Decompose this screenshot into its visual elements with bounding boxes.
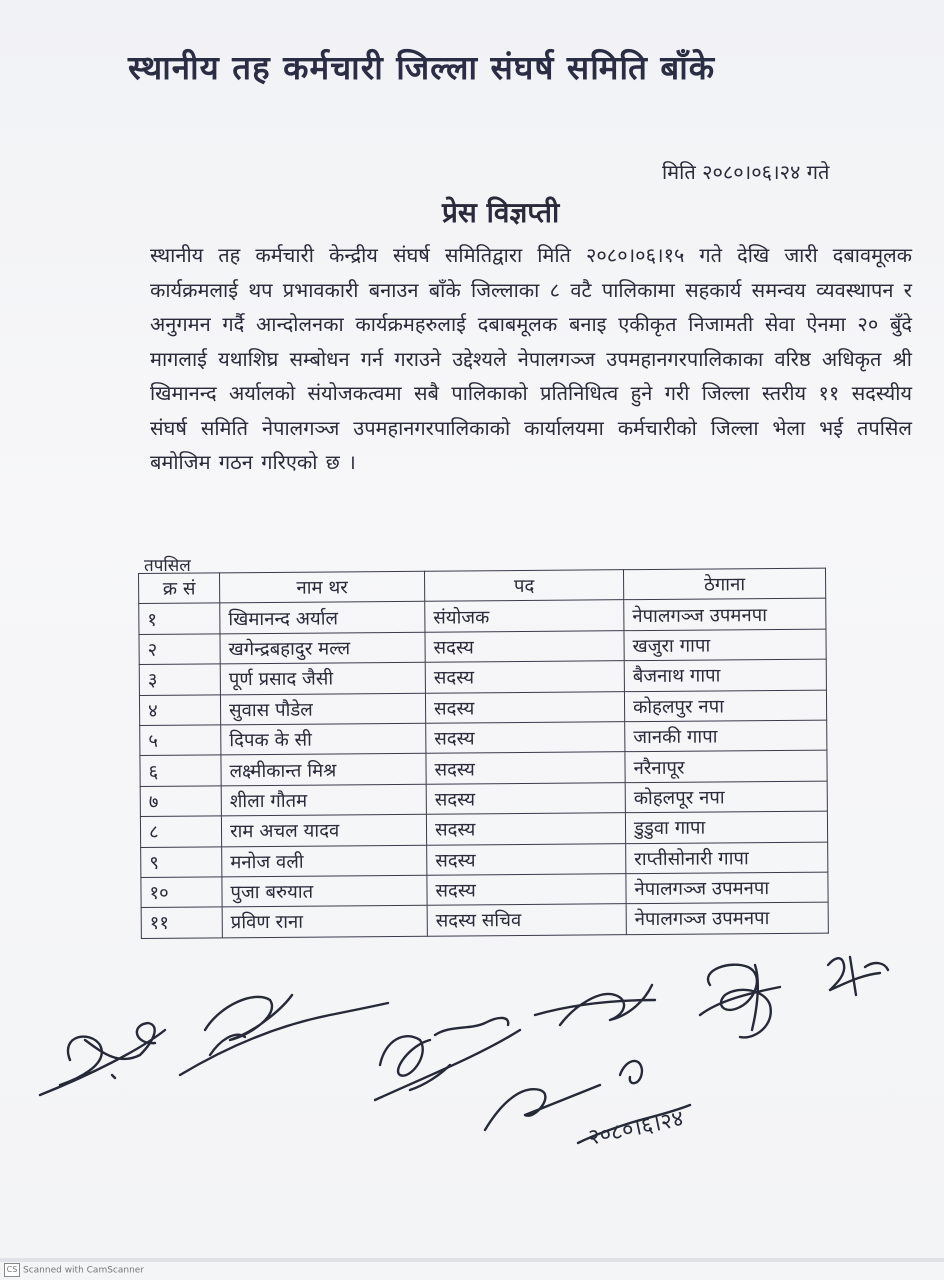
- post-cell: सदस्य: [425, 661, 624, 693]
- serial-cell: १: [139, 603, 220, 634]
- header-name: नाम थर: [220, 571, 425, 603]
- header-serial: क्र सं: [139, 573, 220, 604]
- signature-1: [40, 1023, 165, 1095]
- members-table: [138, 568, 829, 939]
- header-post: पद: [424, 570, 623, 602]
- address-cell: कोहलपुर नपा: [624, 690, 826, 722]
- signature-date: २०८०।६।२४: [586, 1106, 686, 1151]
- name-cell: खगेन्द्रबहादुर मल्ल: [220, 632, 425, 664]
- camscanner-logo: CS: [4, 1263, 20, 1277]
- scanner-watermark: [4, 1263, 144, 1277]
- committee-heading: स्थानीय तह कर्मचारी जिल्ला संघर्ष समिति बाँके: [128, 48, 716, 87]
- date-line: मिति २०८०।०६।२४ गते: [662, 160, 830, 184]
- post-cell: सदस्य: [425, 630, 624, 662]
- signature-5: [700, 965, 780, 1038]
- post-cell: सदस्य: [426, 782, 625, 814]
- name-cell: पुजा बरुयात: [222, 875, 427, 907]
- serial-cell: ३: [139, 664, 220, 695]
- press-release-body: स्थानीय तह कर्मचारी केन्द्रीय संघर्ष समितिद्वारा मिति २०८०।०६।१५ गते देखि जारी दबावमूलक कार्यक्रमलाई थप प्रभावकारी बनाउन बाँके जिल्लाका ८ वटै पालिकामा सहकार्य समन्वय व्यवस्थापन र अनुगमन गर्दै आन्दोलनका कार्यक्रमहरुलाई दबाबमूलक बनाइ एकीकृत निजामती सेवा ऐनमा २० बुँदे मागलाई यथाशिघ्र सम्बोधन गर्न गराउने उद्देश्यले नेपालगञ्ज उपमहानगरपालिकाका वरिष्ठ अधिकृत श्री खिमानन्द अर्यालको संयोजकत्वमा सबै पालिकाको प्रतिनिधित्व हुने गरी जिल्ला स्तरीय ११ सदस्यीय संघर्ष समिति नेपालगञ्ज उपमहानगरपालिकाको कार्यालयमा कर्मचारीको जिल्ला भेला भई तपसिल बमोजिम गठन गरिएको छ ।: [150, 243, 912, 474]
- press-release-title: प्रेस विज्ञप्ती: [442, 196, 560, 229]
- serial-cell: ६: [140, 755, 221, 786]
- name-cell: राम अचल यादव: [221, 814, 426, 846]
- table-row: [141, 902, 828, 938]
- post-cell: संयोजक: [425, 600, 624, 632]
- annex-label: तपसिल: [144, 556, 191, 576]
- post-cell: सदस्य: [426, 813, 625, 845]
- address-cell: नेपालगञ्ज उपमनपा: [626, 872, 828, 904]
- name-cell: खिमानन्द अर्याल: [220, 602, 425, 634]
- signature-4: [485, 985, 690, 1151]
- address-cell: नरैनापूर: [625, 750, 827, 782]
- serial-cell: ५: [140, 725, 221, 756]
- name-cell: दिपक के सी: [221, 723, 426, 755]
- serial-cell: २: [139, 634, 220, 665]
- signature-3: [375, 1018, 520, 1100]
- post-cell: सदस्य सचिव: [427, 904, 626, 936]
- signature-2: [180, 995, 388, 1075]
- address-cell: डुडुवा गापा: [625, 811, 827, 843]
- serial-cell: १०: [141, 877, 222, 908]
- header-address: ठेगाना: [623, 568, 825, 600]
- name-cell: प्रविण राना: [222, 906, 427, 938]
- post-cell: सदस्य: [426, 752, 625, 784]
- serial-cell: ८: [140, 816, 221, 847]
- address-cell: जानकी गापा: [625, 720, 827, 752]
- address-cell: कोहलपूर नपा: [625, 781, 827, 813]
- name-cell: सुवास पौडेल: [220, 693, 425, 725]
- scanner-watermark-text: Scanned with CamScanner: [23, 1265, 145, 1276]
- name-cell: पूर्ण प्रसाद जैसी: [220, 662, 425, 694]
- address-cell: बैजनाथ गापा: [624, 659, 826, 691]
- address-cell: नेपालगञ्ज उपमनपा: [626, 902, 828, 934]
- address-cell: खजुरा गापा: [624, 629, 826, 661]
- serial-cell: ४: [139, 694, 220, 725]
- signatures-block: [30, 945, 910, 1185]
- serial-cell: ११: [141, 907, 222, 938]
- serial-cell: ७: [140, 786, 221, 817]
- name-cell: शीला गौतम: [221, 784, 426, 816]
- post-cell: सदस्य: [427, 874, 626, 906]
- address-cell: नेपालगञ्ज उपमनपा: [624, 598, 826, 630]
- post-cell: सदस्य: [426, 722, 625, 754]
- name-cell: मनोज वली: [222, 845, 427, 877]
- post-cell: सदस्य: [427, 843, 626, 875]
- serial-cell: ९: [141, 846, 222, 877]
- address-cell: राप्तीसोनारी गापा: [626, 842, 828, 874]
- name-cell: लक्ष्मीकान्त मिश्र: [221, 754, 426, 786]
- signature-6: [828, 957, 888, 995]
- post-cell: सदस्य: [425, 691, 624, 723]
